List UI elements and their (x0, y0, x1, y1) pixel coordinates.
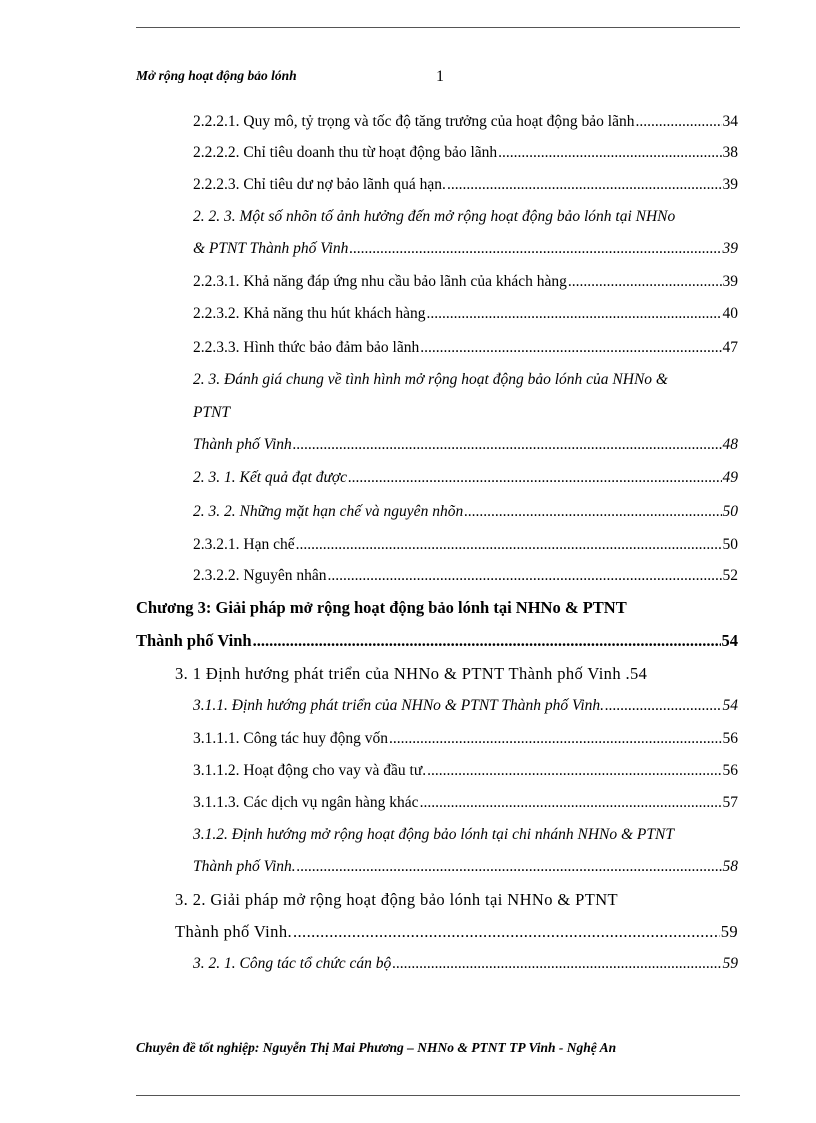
toc-entry-text: 3.1.1.2. Hoạt động cho vay và đầu tư. (193, 762, 427, 779)
toc-chapter-entry (136, 598, 738, 618)
toc-entry-text: Thành phố Vinh. (193, 858, 296, 875)
footer-rule (136, 1095, 740, 1096)
dot-leader (426, 305, 721, 323)
toc-entry-page: 39 (722, 240, 738, 257)
toc-entry (193, 240, 738, 258)
page-header (136, 68, 740, 88)
toc-entry (175, 890, 738, 910)
toc-entry-page: 58 (722, 858, 738, 875)
toc-entry-page: 59 (722, 955, 738, 972)
dot-leader (293, 922, 720, 942)
toc-entry-text: 3. 2. Giải pháp mở rộng hoạt động bảo lónh tại NHNo & PTNT (175, 890, 618, 909)
toc-entry-text: 3. 1 Định hướng phát triển của NHNo & PTNT Thành phố Vinh .54 (175, 664, 648, 683)
page-footer: Chuyên đề tốt nghiệp: Nguyễn Thị Mai Phương – NHNo & PTNT TP Vinh - Nghệ An (136, 1040, 617, 1055)
toc-entry-text: 2. 3. Đánh giá chung về tình hình mở rộng hoạt động bảo lónh của NHNo & (193, 371, 668, 388)
toc-entry-page: 34 (722, 113, 738, 130)
dot-leader (293, 436, 722, 454)
toc-entry-text: 2.2.3.1. Khả năng đáp ứng nhu cầu bảo lãnh của khách hàng (193, 273, 567, 290)
toc-entry-page: 39 (722, 176, 738, 193)
toc-entry-page: 50 (722, 536, 738, 553)
toc-entry-text: & PTNT Thành phố Vinh (193, 240, 349, 257)
dot-leader (297, 858, 722, 876)
dot-leader (348, 469, 721, 487)
toc-entry-page: 38 (722, 144, 738, 161)
toc-entry-page: 54 (721, 631, 738, 650)
dot-leader (420, 339, 721, 357)
toc-entry-text: 2.2.2.1. Quy mô, tỷ trọng và tốc độ tăng trưởng của hoạt động bảo lãnh (193, 113, 635, 130)
toc-entry (193, 955, 738, 973)
dot-leader (498, 144, 721, 162)
header-rule (136, 27, 740, 28)
toc-entry-page: 57 (722, 794, 738, 811)
toc-entry (193, 436, 738, 454)
toc-chapter-entry (136, 631, 738, 651)
toc-entry-page: 59 (720, 922, 738, 941)
toc-entry-text: 2.3.2.1. Hạn chế (193, 536, 295, 553)
dot-leader (389, 730, 721, 748)
toc-entry-text: 2.3.2.2. Nguyên nhân (193, 567, 327, 584)
toc-entry (193, 567, 738, 585)
toc-entry-page: 56 (722, 730, 738, 747)
toc-entry (193, 858, 738, 876)
dot-leader (296, 536, 722, 554)
dot-leader (464, 503, 721, 521)
toc-entry-text: Thành phố Vinh. (175, 922, 292, 941)
toc-entry-text: 3. 2. 1. Công tác tổ chức cán bộ (193, 955, 392, 972)
toc-entry-page: 52 (722, 567, 738, 584)
toc-entry-text: 2.2.3.2. Khả năng thu hút khách hàng (193, 305, 426, 322)
toc-entry (193, 305, 738, 323)
toc-entry (193, 113, 738, 131)
toc-entry (193, 404, 738, 422)
toc-entry (193, 536, 738, 554)
toc-entry (193, 273, 738, 291)
toc-entry-text: 2. 2. 3. Một số nhõn tố ảnh hưởng đến mở rộng hoạt động bảo lónh tại NHNo (193, 208, 676, 225)
toc-entry (193, 339, 738, 357)
page-number: 1 (436, 68, 444, 85)
dot-leader (605, 697, 722, 715)
dot-leader (568, 273, 722, 291)
dot-leader (420, 794, 722, 812)
dot-leader (349, 240, 721, 258)
toc-entry (193, 503, 738, 521)
toc-entry-page: 40 (722, 305, 738, 322)
toc-entry-text: 2.2.2.3. Chỉ tiêu dư nợ bảo lãnh quá hạn. (193, 176, 446, 193)
toc-entry (175, 922, 738, 942)
toc-entry (193, 144, 738, 162)
toc-entry (193, 762, 738, 780)
dot-leader (253, 631, 721, 651)
toc-entry-text: 3.1.1. Định hướng phát triển của NHNo & PTNT Thành phố Vinh. (193, 697, 604, 714)
toc-entry (193, 794, 738, 812)
toc-entry-text: PTNT (193, 404, 231, 421)
toc-entry-text: 2. 3. 1. Kết quả đạt được (193, 469, 348, 486)
toc-entry-text: Thành phố Vinh (136, 631, 252, 650)
toc-entry-page: 50 (722, 503, 738, 520)
dot-leader (327, 567, 721, 585)
toc-entry (193, 697, 738, 715)
toc-entry (193, 826, 738, 844)
toc-entry-page: 56 (722, 762, 738, 779)
toc-entry (193, 730, 738, 748)
toc-entry (193, 371, 738, 389)
dot-leader (447, 176, 722, 194)
toc-entry (193, 469, 738, 487)
toc-entry-text: 3.1.1.1. Công tác huy động vốn (193, 730, 389, 747)
toc-entry-text: Chương 3: Giải pháp mở rộng hoạt động bảo lónh tại NHNo & PTNT (136, 598, 627, 617)
toc-entry-text: 3.1.2. Định hướng mở rộng hoạt động bảo lónh tại chi nhánh NHNo & PTNT (193, 826, 674, 843)
toc-entry (193, 176, 738, 194)
toc-entry (193, 208, 738, 226)
toc-entry-page: 54 (722, 697, 738, 714)
toc-entry (175, 664, 738, 684)
dot-leader (427, 762, 721, 780)
dot-leader (635, 113, 721, 131)
toc-entry-page: 49 (722, 469, 738, 486)
toc-entry-text: Thành phố Vinh (193, 436, 292, 453)
dot-leader (392, 955, 721, 973)
toc-entry-page: 39 (722, 273, 738, 290)
toc-entry-text: 2.2.2.2. Chỉ tiêu doanh thu từ hoạt động bảo lãnh (193, 144, 498, 161)
toc-entry-page: 48 (722, 436, 738, 453)
toc-entry-text: 2.2.3.3. Hình thức bảo đảm bảo lãnh (193, 339, 420, 356)
toc-entry-page: 47 (722, 339, 738, 356)
header-title: Mở rộng hoạt động bảo lónh (136, 68, 297, 83)
toc-entry-text: 2. 3. 2. Những mặt hạn chế và nguyên nhõn (193, 503, 464, 520)
toc-entry-text: 3.1.1.3. Các dịch vụ ngân hàng khác (193, 794, 419, 811)
